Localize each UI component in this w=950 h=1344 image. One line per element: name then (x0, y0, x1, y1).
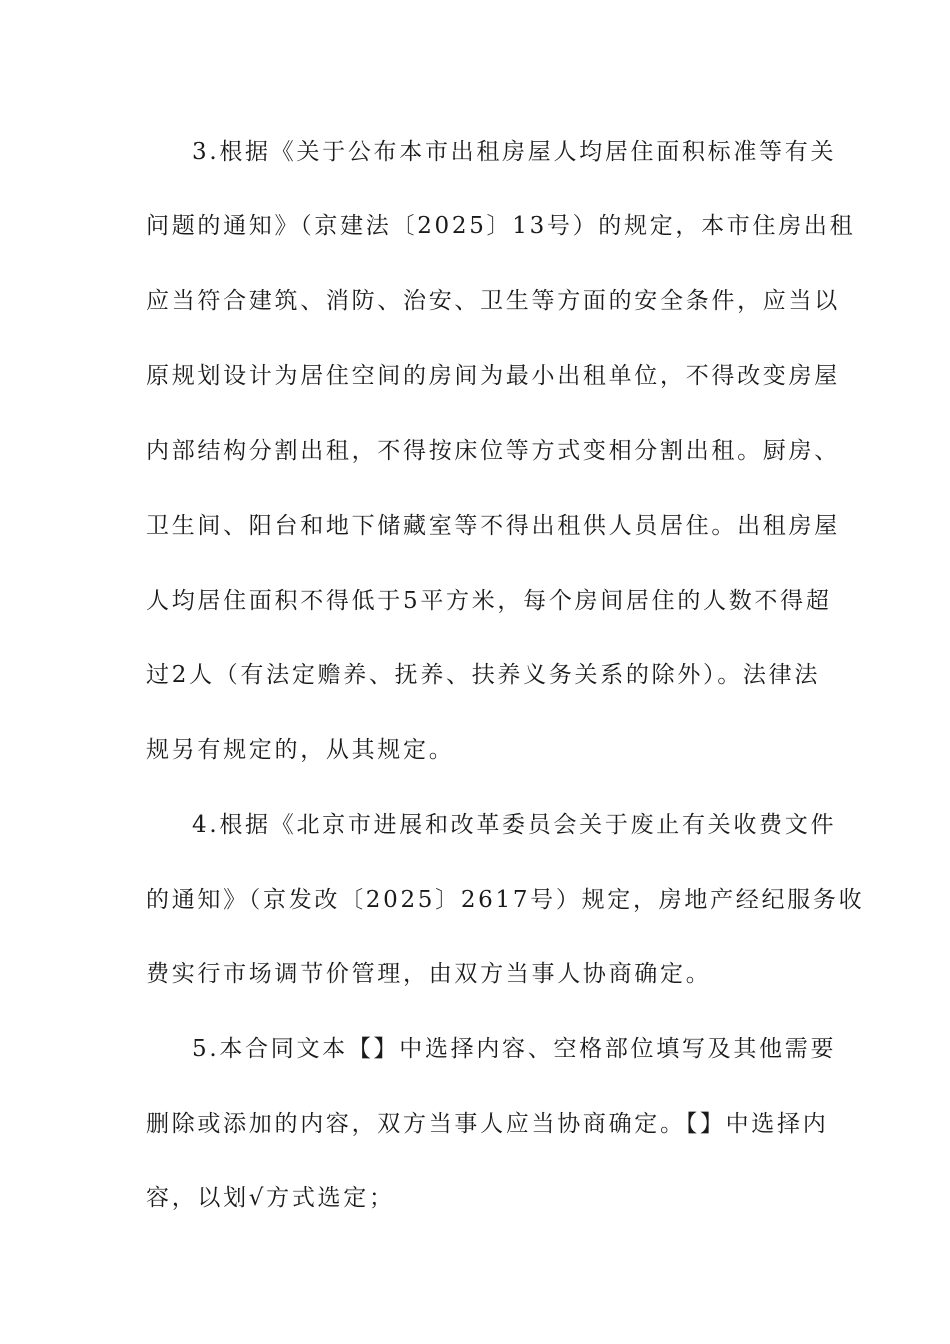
text-line: 容，以划√方式选定； (146, 1185, 395, 1211)
text-line: 的通知》（京发改〔2025〕2617号）规定，房地产经纪服务收 (146, 887, 865, 913)
text-line: 删除或添加的内容，双方当事人应当协商确定。【】中选择内 (146, 1111, 829, 1137)
text-line: 应当符合建筑、消防、治安、卫生等方面的安全条件，应当以 (146, 288, 840, 314)
text-line: 卫生间、阳台和地下储藏室等不得出租供人员居住。出租房屋 (146, 513, 840, 539)
text-line: 原规划设计为居住空间的房间为最小出租单位，不得改变房屋 (146, 363, 840, 389)
text-line: 过2人（有法定赡养、抚养、扶养义务关系的除外）。法律法 (146, 662, 821, 688)
text-line: 5.本合同文本【】中选择内容、空格部位填写及其他需要 (192, 1036, 837, 1062)
text-line: 问题的通知》（京建法〔2025〕13号）的规定，本市住房出租 (146, 213, 856, 239)
text-line: 人均居住面积不得低于5平方米，每个房间居住的人数不得超 (146, 588, 832, 614)
text-line: 内部结构分割出租，不得按床位等方式变相分割出租。厨房、 (146, 438, 840, 464)
text-line: 3.根据《关于公布本市出租房屋人均居住面积标准等有关 (192, 139, 837, 165)
text-line: 规另有规定的，从其规定。 (146, 737, 455, 763)
text-line: 费实行市场调节价管理，由双方当事人协商确定。 (146, 961, 712, 987)
text-line: 4.根据《北京市进展和改革委员会关于废止有关收费文件 (192, 812, 837, 838)
